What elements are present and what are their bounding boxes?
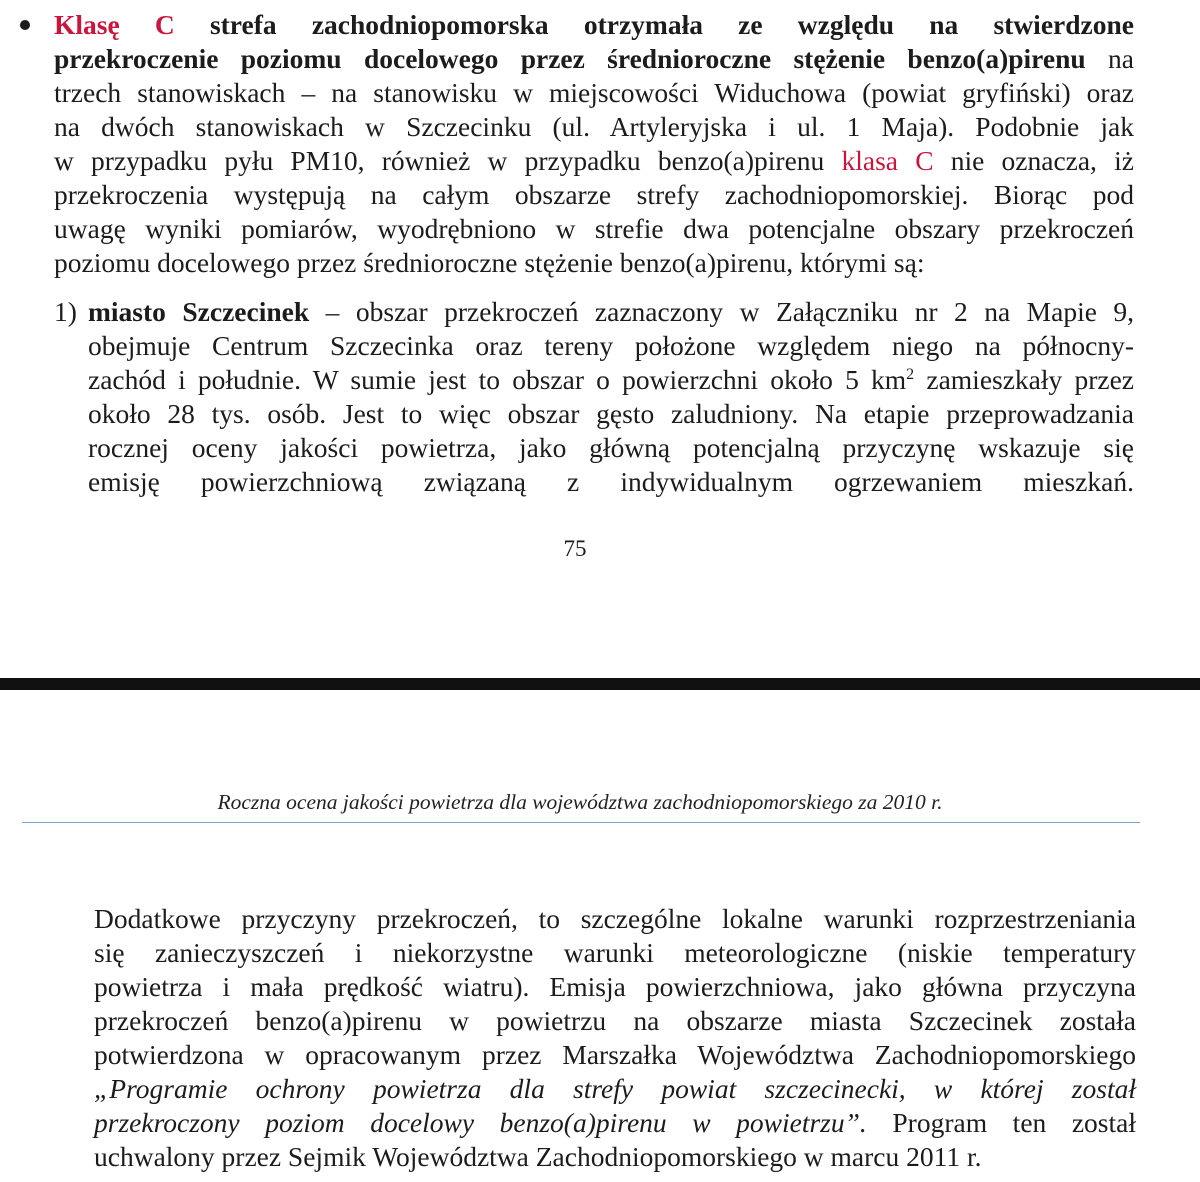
list-item-paragraph [88, 295, 1134, 499]
bullet-line-1: Klasę C strefa zachodniopomorska otrzymała ze względu na stwierdzone [54, 9, 1134, 40]
superscript-2: 2 [906, 365, 915, 383]
bottom-line-6: „Programie ochrony powietrza dla strefy powiat szczecinecki, w której został [94, 1073, 1136, 1104]
bullet-line-3: trzech stanowiskach – na stanowisku w miejscowości Widuchowa (powiat gryfiński) oraz [54, 77, 1134, 108]
bullet-line-8: poziomu docelowego przez średnioroczne stężenie benzo(a)pirenu, którymi są: [54, 247, 925, 278]
header-rule [22, 822, 1140, 823]
bottom-line-3: powietrza i mała prędkość wiatru). Emisja powierzchniowa, jako główna przyczyna [94, 971, 1136, 1002]
bullet-line-5: w przypadku pyłu PM10, również w przypadku benzo(a)pirenu klasa C nie oznacza, iż [54, 145, 1134, 176]
klasa-c-heading: Klasę C [54, 9, 175, 40]
bullet-icon [20, 20, 30, 30]
bottom-line-4: przekroczeń benzo(a)pirenu w powietrzu na obszarze miasta Szczecinek została [94, 1005, 1136, 1036]
list-line-1: miasto Szczecinek – obszar przekroczeń zaznaczony w Załączniku nr 2 na Mapie 9, [88, 296, 1135, 327]
bullet-line-4: na dwóch stanowiskach w Szczecinku (ul. Artyleryjska i ul. 1 Maja). Podobnie jak [54, 111, 1134, 142]
page-number: 75 [563, 536, 587, 561]
bottom-line-7: przekroczony poziom docelowy benzo(a)pirenu w powietrzu”. Program ten został [94, 1107, 1136, 1138]
list-line-2: obejmuje Centrum Szczecinka oraz tereny położone względem niego na północny- [88, 330, 1134, 361]
bottom-paragraph [94, 902, 1136, 1174]
bullet-line-6: przekroczenia występują na całym obszarze strefy zachodniopomorskiej. Biorąc pod [54, 179, 1134, 210]
bottom-line-8: uchwalony przez Sejmik Województwa Zachodniopomorskiego w marcu 2011 r. [94, 1141, 982, 1172]
klasa-c-inline: klasa C [841, 145, 934, 176]
list-number: 1) [54, 296, 77, 327]
bottom-line-1: Dodatkowe przyczyny przekroczeń, to szczególne lokalne warunki rozprzestrzeniania [94, 903, 1136, 934]
list-item-lead: miasto Szczecinek [88, 296, 310, 327]
bullet-line-2: przekroczenie poziomu docelowego przez średnioroczne stężenie benzo(a)pirenu na [54, 43, 1134, 74]
bottom-line-5: potwierdzona w opracowanym przez Marszałka Województwa Zachodniopomorskiego [94, 1039, 1136, 1070]
bottom-line-2: się zanieczyszczeń i niekorzystne warunki meteorologiczne (niskie temperatury [94, 937, 1136, 968]
bullet-paragraph [54, 8, 1134, 280]
list-line-5: rocznej oceny jakości powietrza, jako główną potencjalną przyczynę wskazuje się [88, 432, 1134, 463]
list-line-6: emisję powierzchniową związaną z indywidualnym ogrzewaniem mieszkań. [88, 466, 1134, 497]
list-line-4: około 28 tys. osób. Jest to więc obszar gęsto zaludniony. Na etapie przeprowadzania [88, 398, 1134, 429]
running-header: Roczna ocena jakości powietrza dla województwa zachodniopomorskiego za 2010 r. [217, 790, 943, 814]
list-line-3: zachód i południe. W sumie jest to obszar o powierzchni około 5 $km^2$ zamieszkały przez [88, 364, 1134, 395]
bullet-line-7: uwagę wyniki pomiarów, wyodrębniono w strefie dwa potencjalne obszary przekroczeń [54, 213, 1134, 244]
program-title-end: przekroczony poziom docelowy benzo(a)pirenu w powietrzu”. [94, 1107, 867, 1138]
page-separator [0, 678, 1200, 690]
